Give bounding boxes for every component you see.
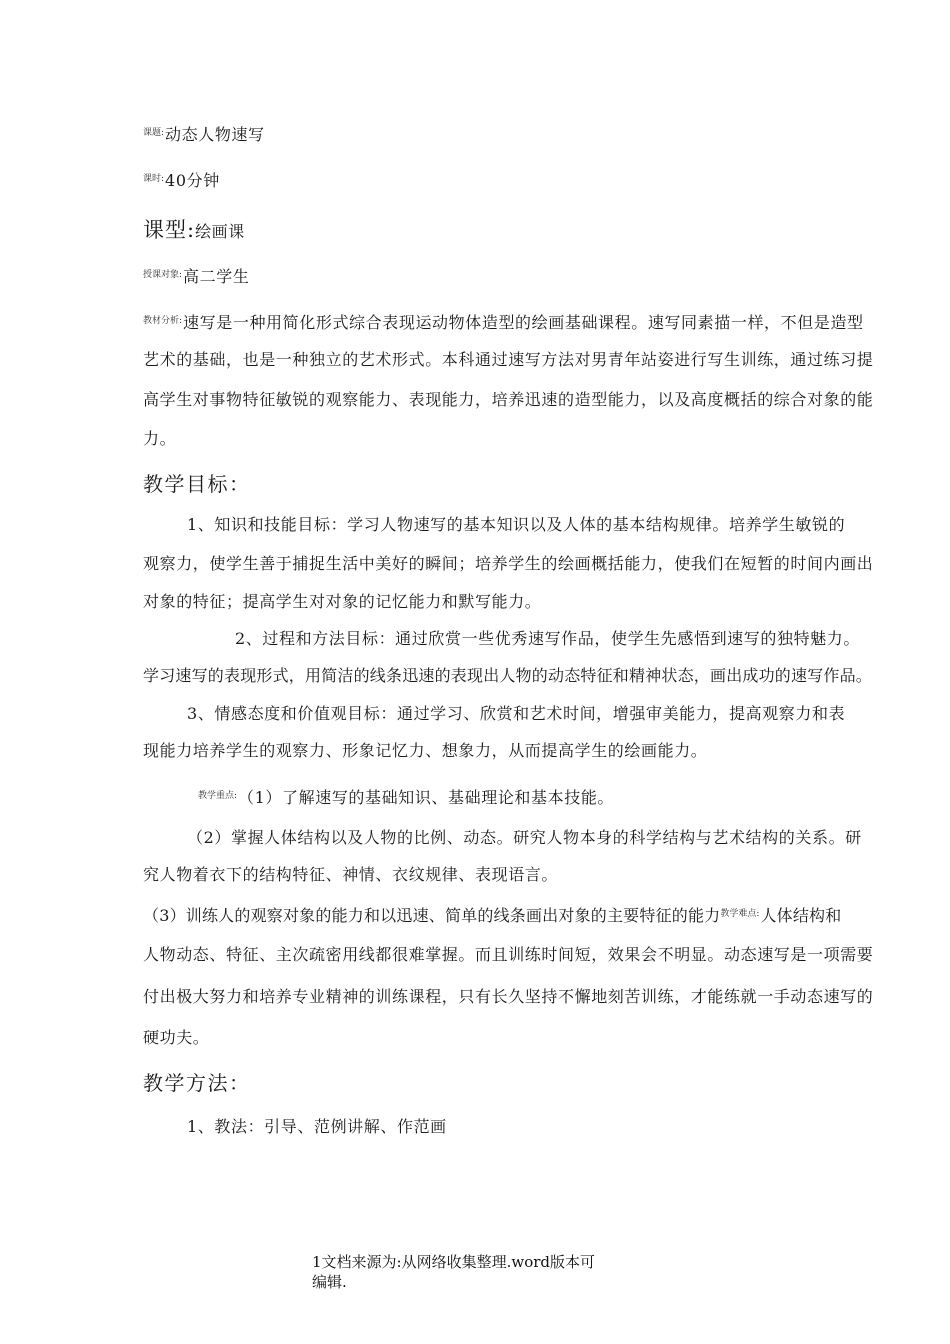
goal3-line-2: 现能力培养学生的观察力、形象记忆力、想象力，从而提高学生的绘画能力。 [143, 741, 708, 760]
audience-value: 高二学生 [183, 267, 250, 286]
goal1-line-1: 1、知识和技能目标：学习人物速写的基本知识以及人体的基本结构规律。培养学生敏锐的 [187, 515, 846, 534]
duration-label: 课时: [143, 174, 165, 184]
analysis-label: 教材分析: [143, 316, 183, 326]
audience-field [143, 265, 249, 287]
topic-label: 课题: [143, 128, 165, 138]
key-point-2-line-1: （2）掌握人体结构以及人物的比例、动态。研究人物本身的科学结构与艺术结构的关系。研 [187, 828, 862, 847]
difficulty-start: 人体结构和 [760, 906, 842, 925]
methods-heading: 教学方法： [143, 1071, 251, 1095]
method-1: 1、教法：引导、范例讲解、作范画 [187, 1117, 447, 1136]
goal1-line-2: 观察力，使学生善于捕捉生活中美好的瞬间；培养学生的绘画概括能力，使我们在短暂的时间内画出 [143, 554, 874, 573]
difficulty-label: 教学难点: [720, 909, 760, 919]
topic-field [143, 123, 265, 145]
difficulty-line-3: 硬功夫。 [143, 1028, 210, 1047]
type-value: 绘画课 [195, 222, 245, 241]
analysis-text-3: 高学生对事物特征敏锐的观察能力、表现能力，培养迅速的造型能力，以及高度概括的综合对象的能 [143, 390, 874, 409]
key-point-3-line [143, 904, 841, 926]
key-point-3-text: （3）训练人的观察对象的能力和以迅速、简单的线条画出对象的主要特征的能力 [143, 906, 721, 925]
difficulty-line-1: 人物动态、特征、主次疏密用线都很难掌握。而且训练时间短，效果会不明显。动态速写是一项需要 [143, 945, 874, 964]
analysis-text-4: 力。 [143, 429, 177, 448]
duration-field [143, 169, 220, 191]
goal3-line-1: 3、情感态度和价值观目标：通过学习、欣赏和艺术时间，增强审美能力，提高观察力和表 [187, 704, 846, 723]
goal2-line-1: 2、过程和方法目标：通过欣赏一些优秀速写作品，使学生先感悟到速写的独特魅力。 [235, 629, 860, 648]
analysis-line-1 [143, 311, 864, 333]
audience-label: 授课对象: [143, 270, 183, 280]
duration-value: 40分钟 [165, 171, 220, 190]
footer-line-2: 编辑. [312, 1273, 347, 1291]
objectives-heading: 教学目标： [143, 472, 251, 496]
type-field [143, 220, 245, 242]
analysis-text-1: 速写是一种用简化形式综合表现运动物体造型的绘画基础课程。速写同素描一样，不但是造型 [183, 313, 864, 332]
key-points-label: 教学重点: [198, 791, 238, 801]
difficulty-line-2: 付出极大努力和培养专业精神的训练课程，只有长久坚持不懈地刻苦训练，才能练就一手动态速写的 [143, 987, 874, 1006]
goal2-line-2: 学习速写的表现形式，用简洁的线条迅速的表现出人物的动态特征和精神状态，画出成功的速写作品。 [143, 666, 873, 685]
topic-value: 动态人物速写 [165, 125, 265, 144]
type-colon: : [187, 218, 196, 242]
type-label: 课型 [143, 218, 187, 242]
footer-line-1: 1文档来源为:从网络收集整理.word版本可 [312, 1253, 596, 1271]
goal1-line-3: 对象的特征；提高学生对对象的记忆能力和默写能力。 [143, 592, 542, 611]
key-point-1 [198, 786, 614, 808]
analysis-text-2: 艺术的基础，也是一种独立的艺术形式。本科通过速写方法对男青年站姿进行写生训练，通过练习提 [143, 350, 874, 369]
key-point-2-line-2: 究人物着衣下的结构特征、神情、衣纹规律、表现语言。 [143, 865, 559, 884]
key-point-1-text: （1）了解速写的基础知识、基础理论和基本技能。 [238, 788, 615, 807]
